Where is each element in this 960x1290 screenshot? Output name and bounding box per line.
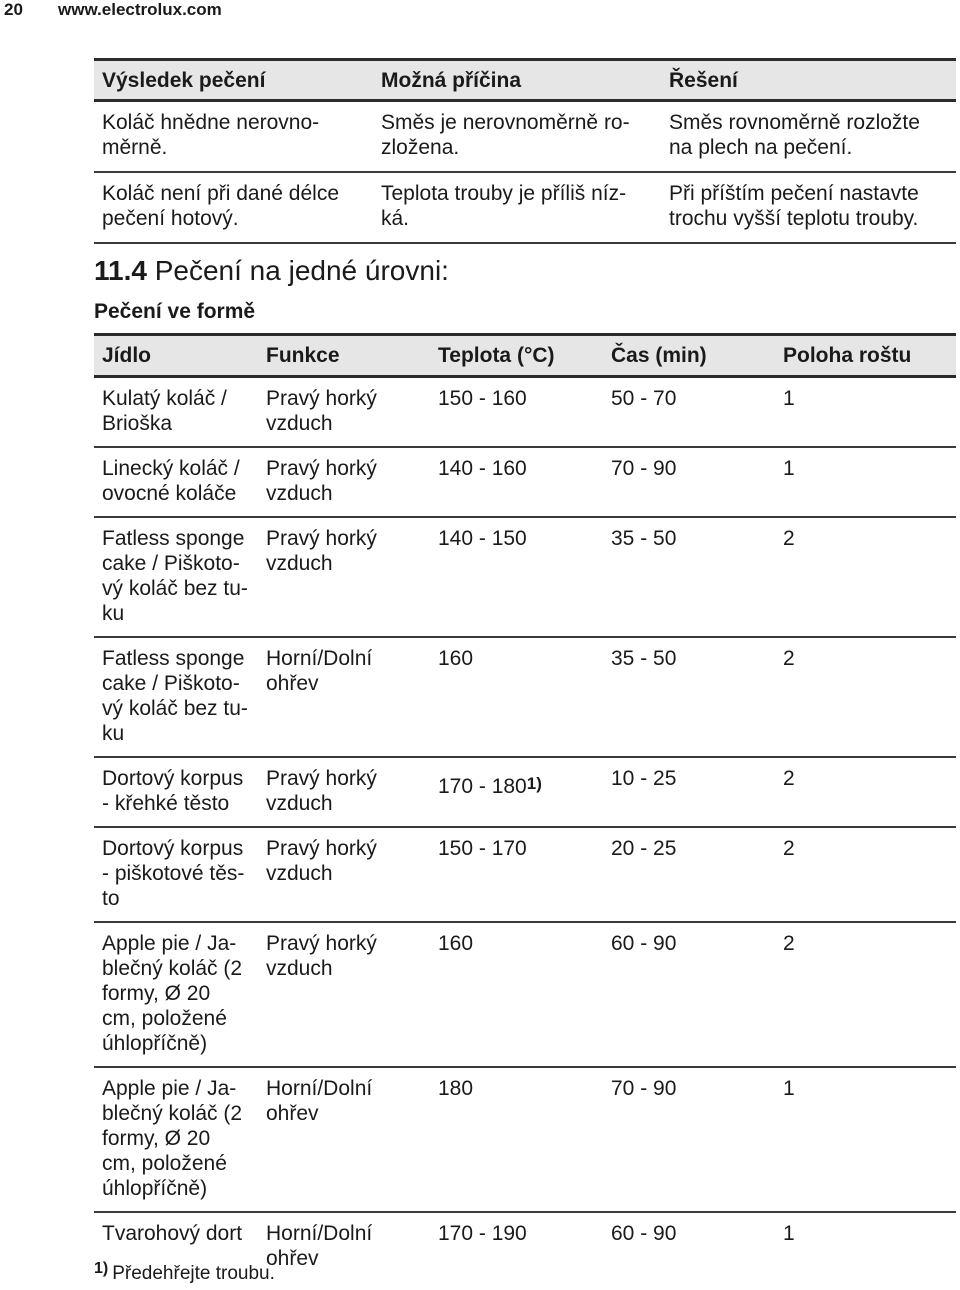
temperature-value: 180	[438, 1077, 474, 1100]
section-title-text: Pečení na jedné úrovni:	[154, 255, 449, 286]
cell-time: 20 - 25	[611, 827, 783, 922]
cell-food: Linecký koláč / ovocné koláče	[94, 447, 266, 517]
table-row	[94, 517, 956, 637]
table-row	[94, 827, 956, 922]
cell-temperature	[438, 922, 611, 1067]
cell-function: Pravý horký vzduch	[266, 447, 438, 517]
cell-time: 60 - 90	[611, 1222, 677, 1245]
cell-temperature	[438, 1067, 611, 1212]
subsection-title: Pečení ve formě	[94, 300, 256, 323]
cell-shelf-position: 2	[783, 637, 956, 757]
section-number: 11.4	[94, 255, 147, 286]
column-header-result: Výsledek pečení	[94, 60, 381, 101]
column-header-food: Jídlo	[94, 335, 266, 377]
cell-food: Fatless sponge cake / Piškoto- vý koláč bez tu- ku	[94, 637, 266, 757]
cell-function: Pravý horký vzduch	[266, 827, 438, 922]
column-header-shelf-position: Poloha roštu	[783, 335, 956, 377]
column-header-temperature: Teplota (°C)	[438, 335, 611, 377]
table-header-row	[94, 335, 956, 377]
cell-temperature	[438, 757, 611, 827]
cell-food: Fatless sponge cake / Piškoto- vý koláč bez tu- ku	[94, 517, 266, 637]
cell-temperature	[438, 377, 611, 448]
cell-food: Apple pie / Ja- blečný koláč (2 formy, Ø 20 cm, položené úhlopříčně)	[94, 1067, 266, 1212]
cell-shelf-position: 1	[783, 1067, 956, 1212]
cell-cause: Směs je nerovnoměrně ro- zložena.	[381, 101, 669, 173]
cell-temperature	[438, 637, 611, 757]
page-header	[0, 0, 960, 20]
table-row	[94, 172, 956, 243]
cell-shelf-position: 1	[783, 377, 956, 448]
temperature-value: 150 - 170	[438, 837, 527, 860]
cell-function: Pravý horký vzduch	[266, 377, 438, 448]
cell-time: 35 - 50	[611, 517, 783, 637]
footnote-reference: 1)	[526, 774, 542, 793]
cell-temperature	[438, 517, 611, 637]
table-row	[94, 101, 956, 173]
cell-cause: Teplota trouby je příliš níz- ká.	[381, 172, 669, 243]
page-number: 20	[4, 0, 23, 19]
column-header-cause: Možná příčina	[381, 60, 669, 101]
table-row	[94, 757, 956, 827]
column-header-time: Čas (min)	[611, 335, 783, 377]
cell-solution: Směs rovnoměrně rozložte na plech na pečení.	[669, 101, 956, 173]
cell-result: Koláč není při dané délce pečení hotový.	[94, 172, 381, 243]
table-row	[94, 637, 956, 757]
cell-temperature	[438, 1212, 611, 1281]
table-row	[94, 377, 956, 448]
website-url: www.electrolux.com	[58, 0, 222, 19]
footnote-mark: 1)	[94, 1260, 109, 1277]
temperature-value: 160	[438, 647, 474, 670]
column-header-solution: Řešení	[669, 60, 956, 101]
cell-time: 50 - 70	[611, 377, 783, 448]
cell-time: 70 - 90	[611, 1067, 783, 1212]
cell-shelf-position: 1	[783, 447, 956, 517]
cell-time: 70 - 90	[611, 447, 783, 517]
cell-temperature	[438, 447, 611, 517]
troubleshooting-table	[94, 58, 956, 244]
table-row	[94, 922, 956, 1067]
temperature-value: 170 - 190	[438, 1222, 527, 1245]
cell-shelf-position: 2	[783, 517, 956, 637]
cell-solution: Při příštím pečení nastavte trochu vyšší teplotu trouby.	[669, 172, 956, 243]
footnote	[94, 1260, 275, 1285]
temperature-value: 140 - 160	[438, 457, 527, 480]
column-header-function: Funkce	[266, 335, 438, 377]
cell-function: Pravý horký vzduch	[266, 922, 438, 1067]
cell-function: Pravý horký vzduch	[266, 757, 438, 827]
temperature-value: 170 - 180	[438, 775, 527, 798]
cell-food: Dortový korpus - křehké těsto	[94, 757, 266, 827]
cell-time: 60 - 90	[611, 922, 783, 1067]
temperature-value: 140 - 150	[438, 527, 527, 550]
cell-function: Horní/Dolní ohřev	[266, 637, 438, 757]
cell-result: Koláč hnědne nerovno- měrně.	[94, 101, 381, 173]
table-header-row	[94, 60, 956, 101]
table-row	[94, 447, 956, 517]
temperature-value: 150 - 160	[438, 387, 527, 410]
cell-shelf-position: 1	[783, 1222, 795, 1245]
cell-food: Apple pie / Ja- blečný koláč (2 formy, Ø 20 cm, položené úhlopříčně)	[94, 922, 266, 1067]
cell-food: Tvarohový dort	[102, 1222, 243, 1245]
cell-shelf-position: 2	[783, 827, 956, 922]
cell-function: Pravý horký vzduch	[266, 517, 438, 637]
cell-function: Horní/Dolní ohřev	[266, 1222, 373, 1270]
cell-time: 35 - 50	[611, 637, 783, 757]
table-row	[94, 1067, 956, 1212]
cell-function: Horní/Dolní ohřev	[266, 1067, 438, 1212]
footnote-text: Předehřejte troubu.	[112, 1263, 275, 1284]
cell-shelf-position: 2	[783, 922, 956, 1067]
temperature-value: 160	[438, 932, 474, 955]
cell-time: 10 - 25	[611, 757, 783, 827]
cell-shelf-position: 2	[783, 757, 956, 827]
cell-food: Kulatý koláč / Brioška	[94, 377, 266, 448]
cell-temperature	[438, 827, 611, 922]
cell-food: Dortový korpus - piškotové těs- to	[94, 827, 266, 922]
section-title	[94, 254, 449, 288]
baking-table	[94, 333, 956, 1281]
